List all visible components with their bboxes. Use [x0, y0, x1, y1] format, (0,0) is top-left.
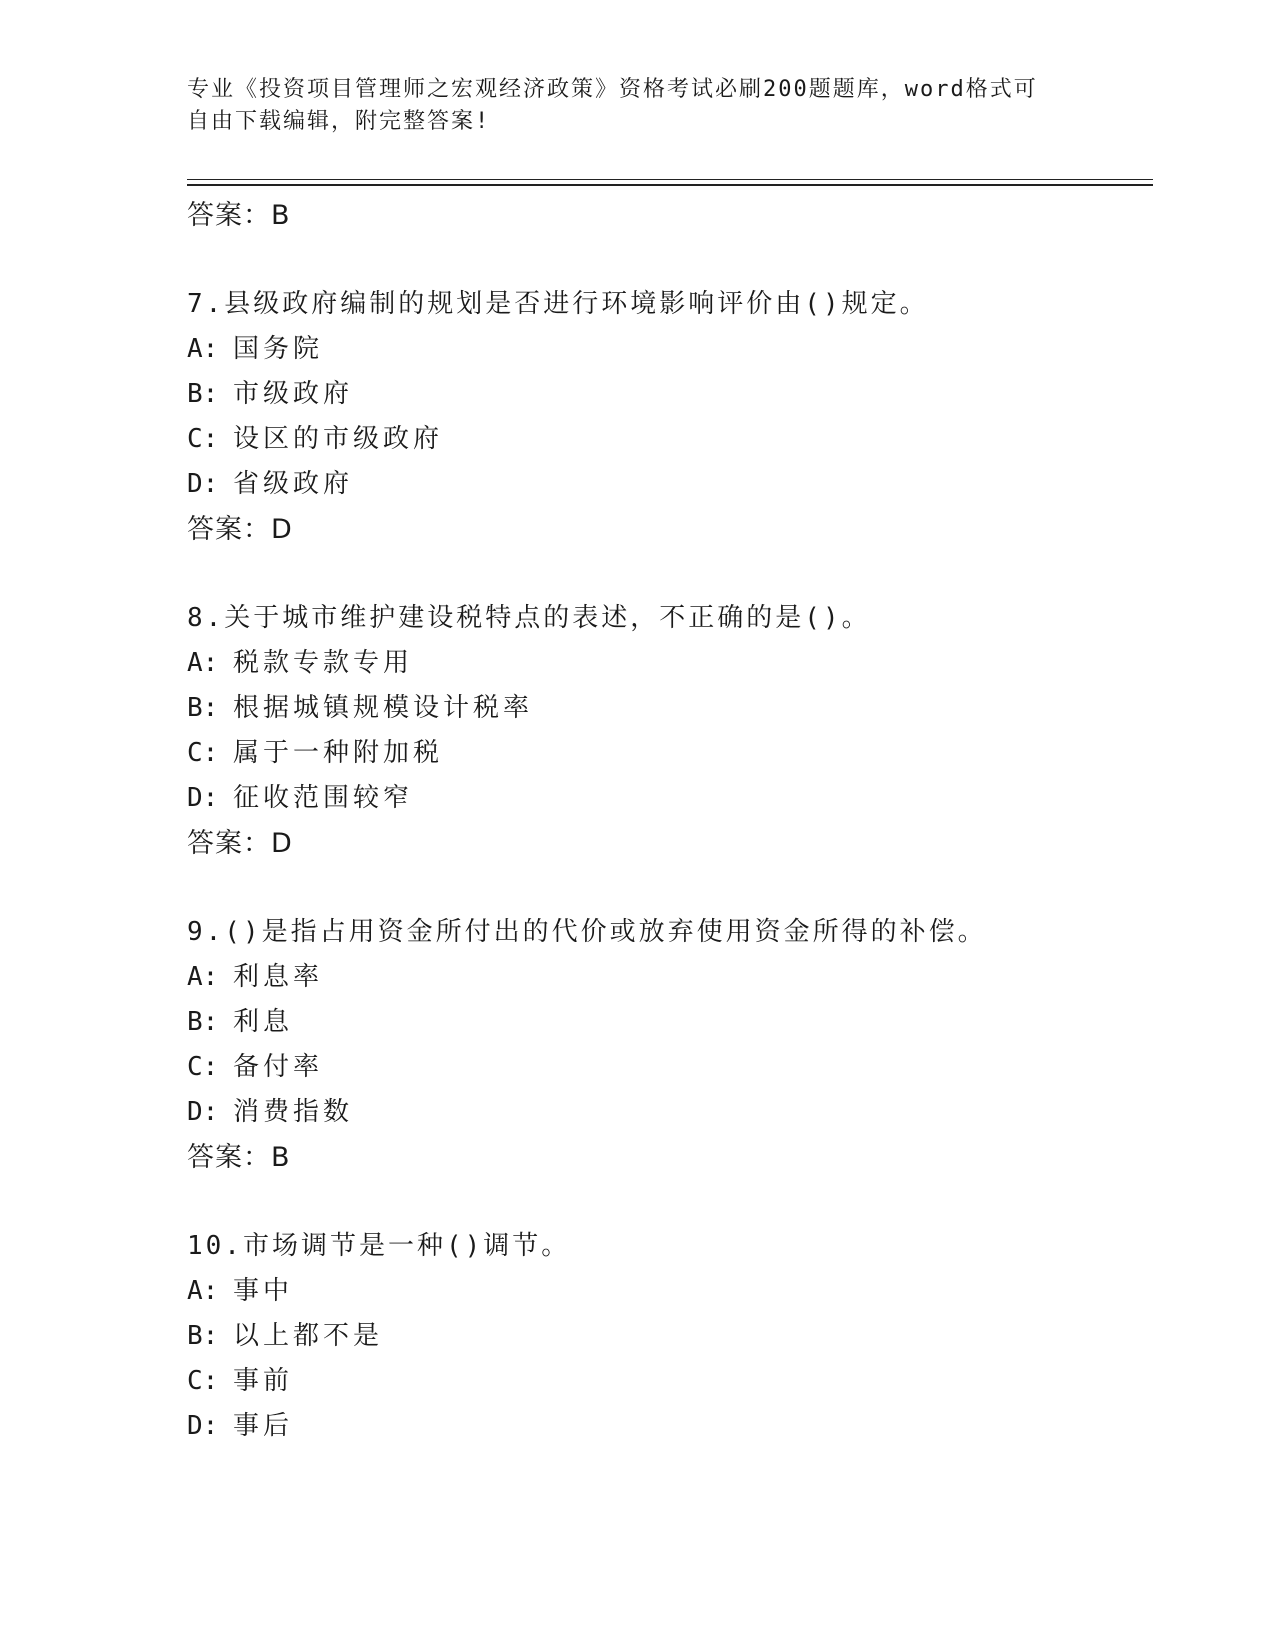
- option-text: 事中: [233, 1276, 294, 1306]
- option-text: 利息率: [233, 962, 324, 992]
- option-letter: D:: [187, 783, 219, 813]
- option-letter: C:: [187, 1366, 219, 1396]
- option-text: 设区的市级政府: [233, 424, 444, 454]
- option-letter: C:: [187, 424, 219, 454]
- question-8: [187, 595, 1147, 867]
- option-text: 征收范围较窄: [233, 783, 414, 813]
- answer: 答案：D: [187, 828, 293, 859]
- option-d: [187, 1090, 1147, 1135]
- option-letter: B:: [187, 379, 219, 409]
- option-text: 属于一种附加税: [233, 738, 444, 768]
- option-a: [187, 1269, 1147, 1314]
- option-text: 事前: [233, 1366, 294, 1396]
- option-text: 以上都不是: [233, 1321, 384, 1351]
- option-b: [187, 1314, 1147, 1359]
- question-list: [187, 187, 1147, 1449]
- option-c: [187, 417, 1147, 462]
- question-stem: 7.县级政府编制的规划是否进行环境影响评价由()规定。: [187, 289, 929, 319]
- option-c: [187, 1045, 1147, 1090]
- option-b: [187, 1000, 1147, 1045]
- option-text: 省级政府: [233, 469, 354, 499]
- previous-answer: 答案：B: [187, 200, 291, 231]
- option-c: [187, 1359, 1147, 1404]
- option-text: 事后: [233, 1411, 294, 1441]
- header-divider-thin: [187, 179, 1153, 180]
- question-stem: 8.关于城市维护建设税特点的表述，不正确的是()。: [187, 603, 871, 633]
- option-letter: A:: [187, 334, 219, 364]
- option-c: [187, 731, 1147, 776]
- answer: 答案：B: [187, 1142, 291, 1173]
- option-b: [187, 372, 1147, 417]
- option-letter: C:: [187, 738, 219, 768]
- option-text: 消费指数: [233, 1097, 354, 1127]
- page-header: [187, 74, 1087, 138]
- option-text: 国务院: [233, 334, 324, 364]
- option-text: 市级政府: [233, 379, 354, 409]
- option-a: [187, 955, 1147, 1000]
- header-divider-thick: [187, 184, 1153, 186]
- option-d: [187, 776, 1147, 821]
- answer: 答案：D: [187, 514, 293, 545]
- option-letter: C:: [187, 1052, 219, 1082]
- option-a: [187, 327, 1147, 372]
- option-letter: B:: [187, 1321, 219, 1351]
- option-letter: B:: [187, 1007, 219, 1037]
- option-letter: D:: [187, 469, 219, 499]
- question-7: [187, 281, 1147, 553]
- option-text: 利息: [233, 1007, 294, 1037]
- question-9: [187, 909, 1147, 1181]
- option-d: [187, 462, 1147, 507]
- option-text: 税款专款专用: [233, 648, 414, 678]
- option-text: 根据城镇规模设计税率: [233, 693, 534, 723]
- option-d: [187, 1404, 1147, 1449]
- option-letter: B:: [187, 693, 219, 723]
- option-letter: D:: [187, 1411, 219, 1441]
- header-line-2: 自由下载编辑，附完整答案!: [187, 109, 491, 134]
- option-a: [187, 641, 1147, 686]
- option-letter: A:: [187, 648, 219, 678]
- header-line-1: 专业《投资项目管理师之宏观经济政策》资格考试必刷200题题库，word格式可: [187, 77, 1038, 102]
- question-10: [187, 1223, 1147, 1449]
- question-stem: 9.()是指占用资金所付出的代价或放弃使用资金所得的补偿。: [187, 917, 987, 947]
- question-stem: 10.市场调节是一种()调节。: [187, 1231, 571, 1261]
- option-letter: A:: [187, 1276, 219, 1306]
- option-b: [187, 686, 1147, 731]
- option-text: 备付率: [233, 1052, 324, 1082]
- option-letter: A:: [187, 962, 219, 992]
- option-letter: D:: [187, 1097, 219, 1127]
